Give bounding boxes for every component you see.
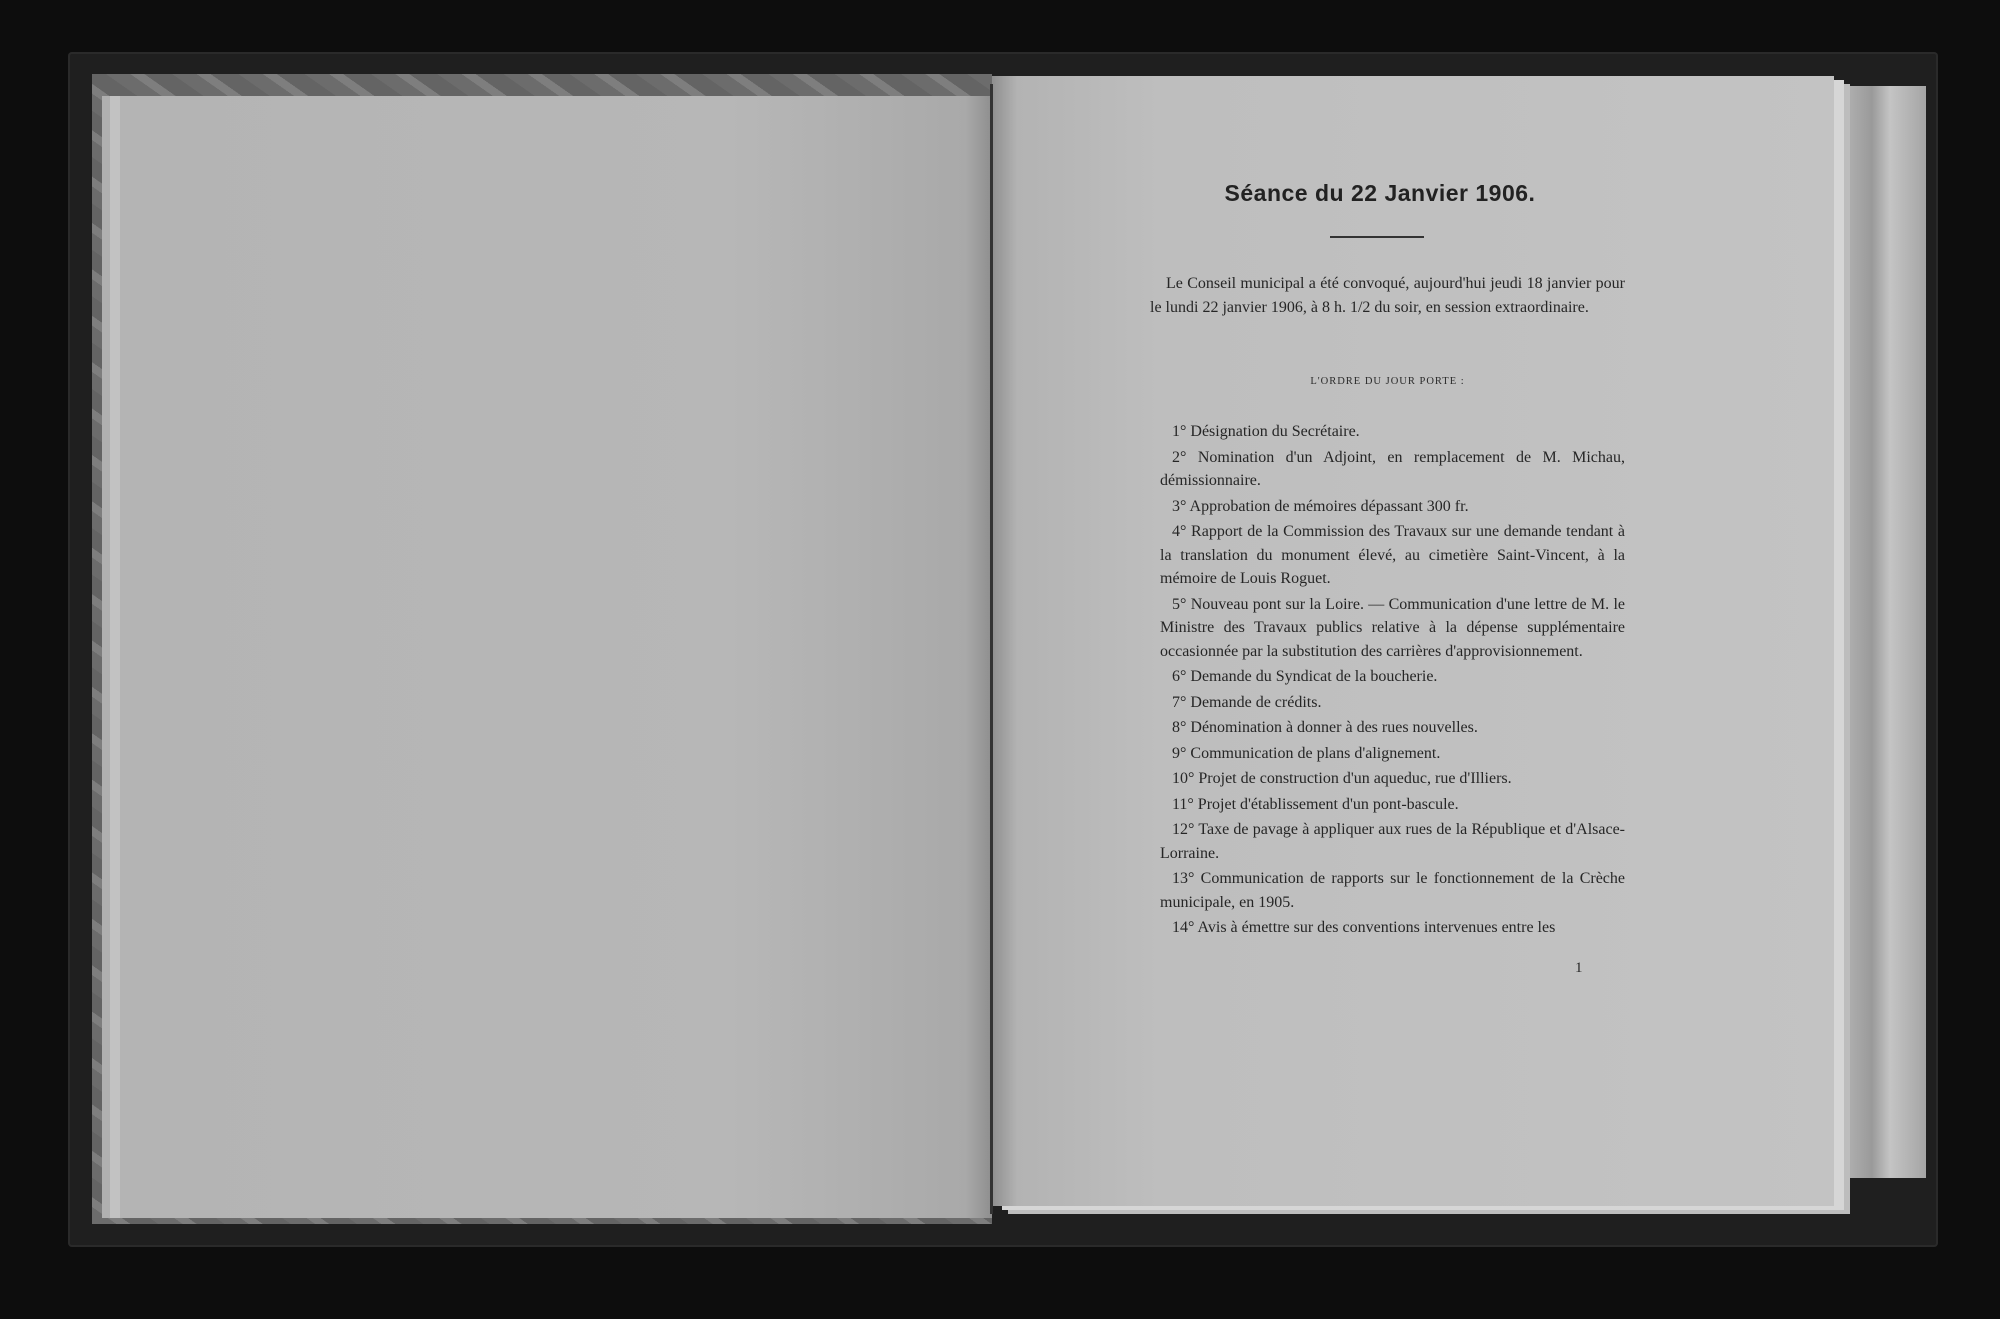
left-page-blank (120, 96, 992, 1218)
agenda-item-8: 8° Dénomination à donner à des rues nouvelles. (1172, 719, 1478, 736)
page-block-edge (1836, 86, 1926, 1178)
agenda-item-3: 3° Approbation de mémoires dépassant 300 fr. (1172, 497, 1469, 515)
page-title: Séance du 22 Janvier 1906. (1224, 180, 1536, 206)
agenda-item-12: 12° Taxe de pavage à appliquer aux rues de la République et d'Alsace-Lorraine. (1160, 821, 1625, 862)
page-number: 1 (1575, 960, 1583, 976)
agenda-item-7: 7° Demande de crédits. (1172, 693, 1322, 711)
agenda-list (1160, 420, 1625, 942)
book-gutter (990, 84, 993, 1214)
agenda-item-14: 14° Avis à émettre sur des conventions intervenues entre les (1172, 919, 1556, 936)
agenda-item-10: 10° Projet de construction d'un aqueduc, rue d'Illiers. (1172, 770, 1512, 787)
agenda-item-6: 6° Demande du Syndicat de la boucherie. (1172, 668, 1438, 685)
agenda-item-1: 1° Désignation du Secrétaire. (1172, 423, 1360, 440)
title-rule (1330, 236, 1424, 238)
agenda-item-4: 4° Rapport de la Commission des Travaux sur une demande tendant à la translation du monument élevé, au cimetière Saint-Vincent, à la mémoire de Louis Roguet. (1160, 523, 1625, 587)
agenda-item-2: 2° Nomination d'un Adjoint, en remplacement de M. Michau, démissionnaire. (1160, 448, 1625, 489)
agenda-item-11: 11° Projet d'établissement d'un pont-bascule. (1172, 795, 1459, 813)
agenda-item-9: 9° Communication de plans d'alignement. (1172, 744, 1441, 762)
intro-paragraph: Le Conseil municipal a été convoqué, aujourd'hui jeudi 18 janvier pour le lundi 22 janvier 1906, à 8 h. 1/2 du soir, en session extraordinaire. (1150, 275, 1625, 316)
agenda-item-13: 13° Communication de rapports sur le fonctionnement de la Crèche municipale, en 1905. (1160, 870, 1625, 911)
agenda-item-5: 5° Nouveau pont sur la Loire. — Communication d'une lettre de M. le Ministre des Travaux publics relative à la dépense supplémentaire occasionnée par la substitution des carrières d'approvisionnement. (1160, 595, 1625, 660)
agenda-heading: L'ORDRE DU JOUR PORTE : (1310, 376, 1465, 387)
